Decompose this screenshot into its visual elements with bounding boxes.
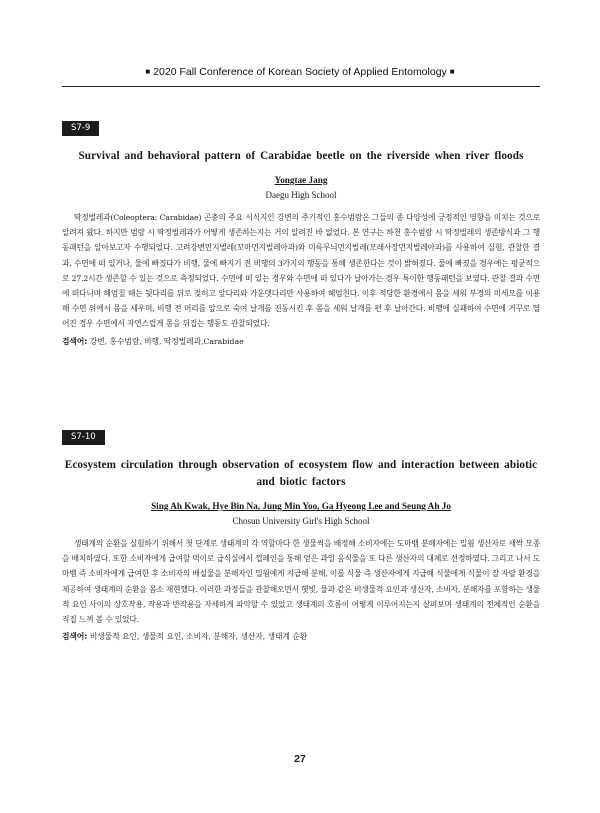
abstract-authors: Yongtae Jang	[274, 175, 328, 185]
abstract-affiliation: Chosun University Girl's High School	[232, 516, 370, 526]
page-number: 27	[294, 753, 306, 765]
header-square-left: ■	[145, 67, 151, 76]
abstract-title: Survival and behavioral pattern of Carabidae beetle on the riverside when river floods	[78, 150, 524, 162]
abstract-affiliation: Daegu High School	[265, 190, 337, 200]
abstract-s7-10	[62, 424, 540, 644]
abstract-s7-9	[62, 115, 540, 349]
header-rule	[62, 86, 540, 87]
keywords-list: 강변, 홍수범람, 비행, 딱정벌레과,Carabidae	[89, 336, 244, 346]
running-header	[0, 66, 600, 78]
abstract-keywords	[62, 335, 540, 349]
abstract-body: 딱정벌레과(Coleoptera: Carabidae) 곤충의 주요 서식지인 강변의 주기적인 홍수범람은 그들의 종 다양성에 긍정적인 영향을 미치는 것으로 알려져 왔다. 하지만 범람 시 딱정벌레과가 어떻게 생존하는지는 거의 알려진 바 없었다. 본 연구는 하천 홍수범람 시 딱정벌레의 생존방식과 그 행동패턴을 알아보고자 수행되었다. 고려강변먼지벌레(꼬마먼지벌레아과)와 미륵무늬먼지벌레(모래사장먼지벌레아과)를 사용하여 실험, 관찰한 결과, 수면에 떠 있거나, 물에 빠졌다가 비행, 물에 빠지기 전 비행의 3가지의 행동을 통해 생존한다는 것이 밝혀졌다. 물에 빠졌을 경우에는 평균적으로 27.2시간 생존할 수 있는 것으로 측정되었다. 수면에 떠 있는 경우와 수면에 떠 있다가 날아가는 경우 특이한 행동패턴을 보였다. 관찰 결과 수면에 떠다니며 헤엄칠 때는 뒷다리를 뒤로 젖히고 앞다리와 가운뎃다리만 사용하여 헤엄친다. 이후 적당한 환경에서 몸을 세워 부경의 미세모를 이용해 수면 위에서 몸을 세우며, 비행 전 머리를 앞으로 숙여 날개를 진동시킨 후 몸을 세워 날개를 편 후 날아간다. 비행에 실패하여 수면에 거꾸로 떨어진 경우 수면에서 자연스럽게 몸을 뒤집는 행동도 관찰되었다.	[62, 213, 540, 329]
keywords-label: 검색어:	[62, 336, 88, 346]
conference-title: 2020 Fall Conference of Korean Society of Applied Entomology	[153, 66, 447, 78]
keywords-label: 검색어:	[62, 632, 88, 642]
abstract-body: 생태계의 순환을 실험하기 위해서 첫 단계로 생태계의 각 역할마다 한 생물씩을 배정해 소비자에는 도마뱀 분해자에는 밀웜 생산자로 새싹 모종을 배치하였다. 또한 소비자에게 급여할 먹이로 급식실에서 껍페인을 통해 얻은 과일 음식물을 또 다른 생산자의 대체로 선정하였다. 그리고 나서 도마뱀 즉 소비자에게 급여한 후 소비자의 배설물을 분해자인 밀웜에게 지급해 분해, 이를 식물 즉 생산자에게 지급해 식물에게 식물이 잘 자랄 환경을 제공하여 생태계의 순환을 몸소 재현했다. 이러한 과정들을 관찰해오면서 햇빛, 물과 같은 비생물적 요인과 생산자, 소비자, 분해자를 포함하는 생물적 요인 사이의 상호작용, 작용과 반작용을 자세하게 파악할 수 있었고 생태계의 흐름이 어떻게 이루어지는지 살펴보며 생태계의 전체적인 순환을 직접 느껴 볼 수 있었다.	[62, 539, 540, 625]
keywords-list: 비생물적 요인, 생물적 요인, 소비자, 분해자, 생산자, 생태계 순환	[89, 632, 308, 642]
abstract-authors: Sing Ah Kwak, Hye Bin Na, Jung Min Yoo, Ga Hyeong Lee and Seung Ah Jo	[151, 501, 451, 511]
abstract-keywords	[62, 630, 540, 644]
abstract-code-badge: S7-10	[62, 430, 105, 445]
header-square-right: ■	[449, 67, 455, 76]
abstract-title: Ecosystem circulation through observation of ecosystem flow and interaction between abiotic and biotic factors	[64, 459, 538, 488]
abstract-code-badge: S7-9	[62, 121, 99, 136]
